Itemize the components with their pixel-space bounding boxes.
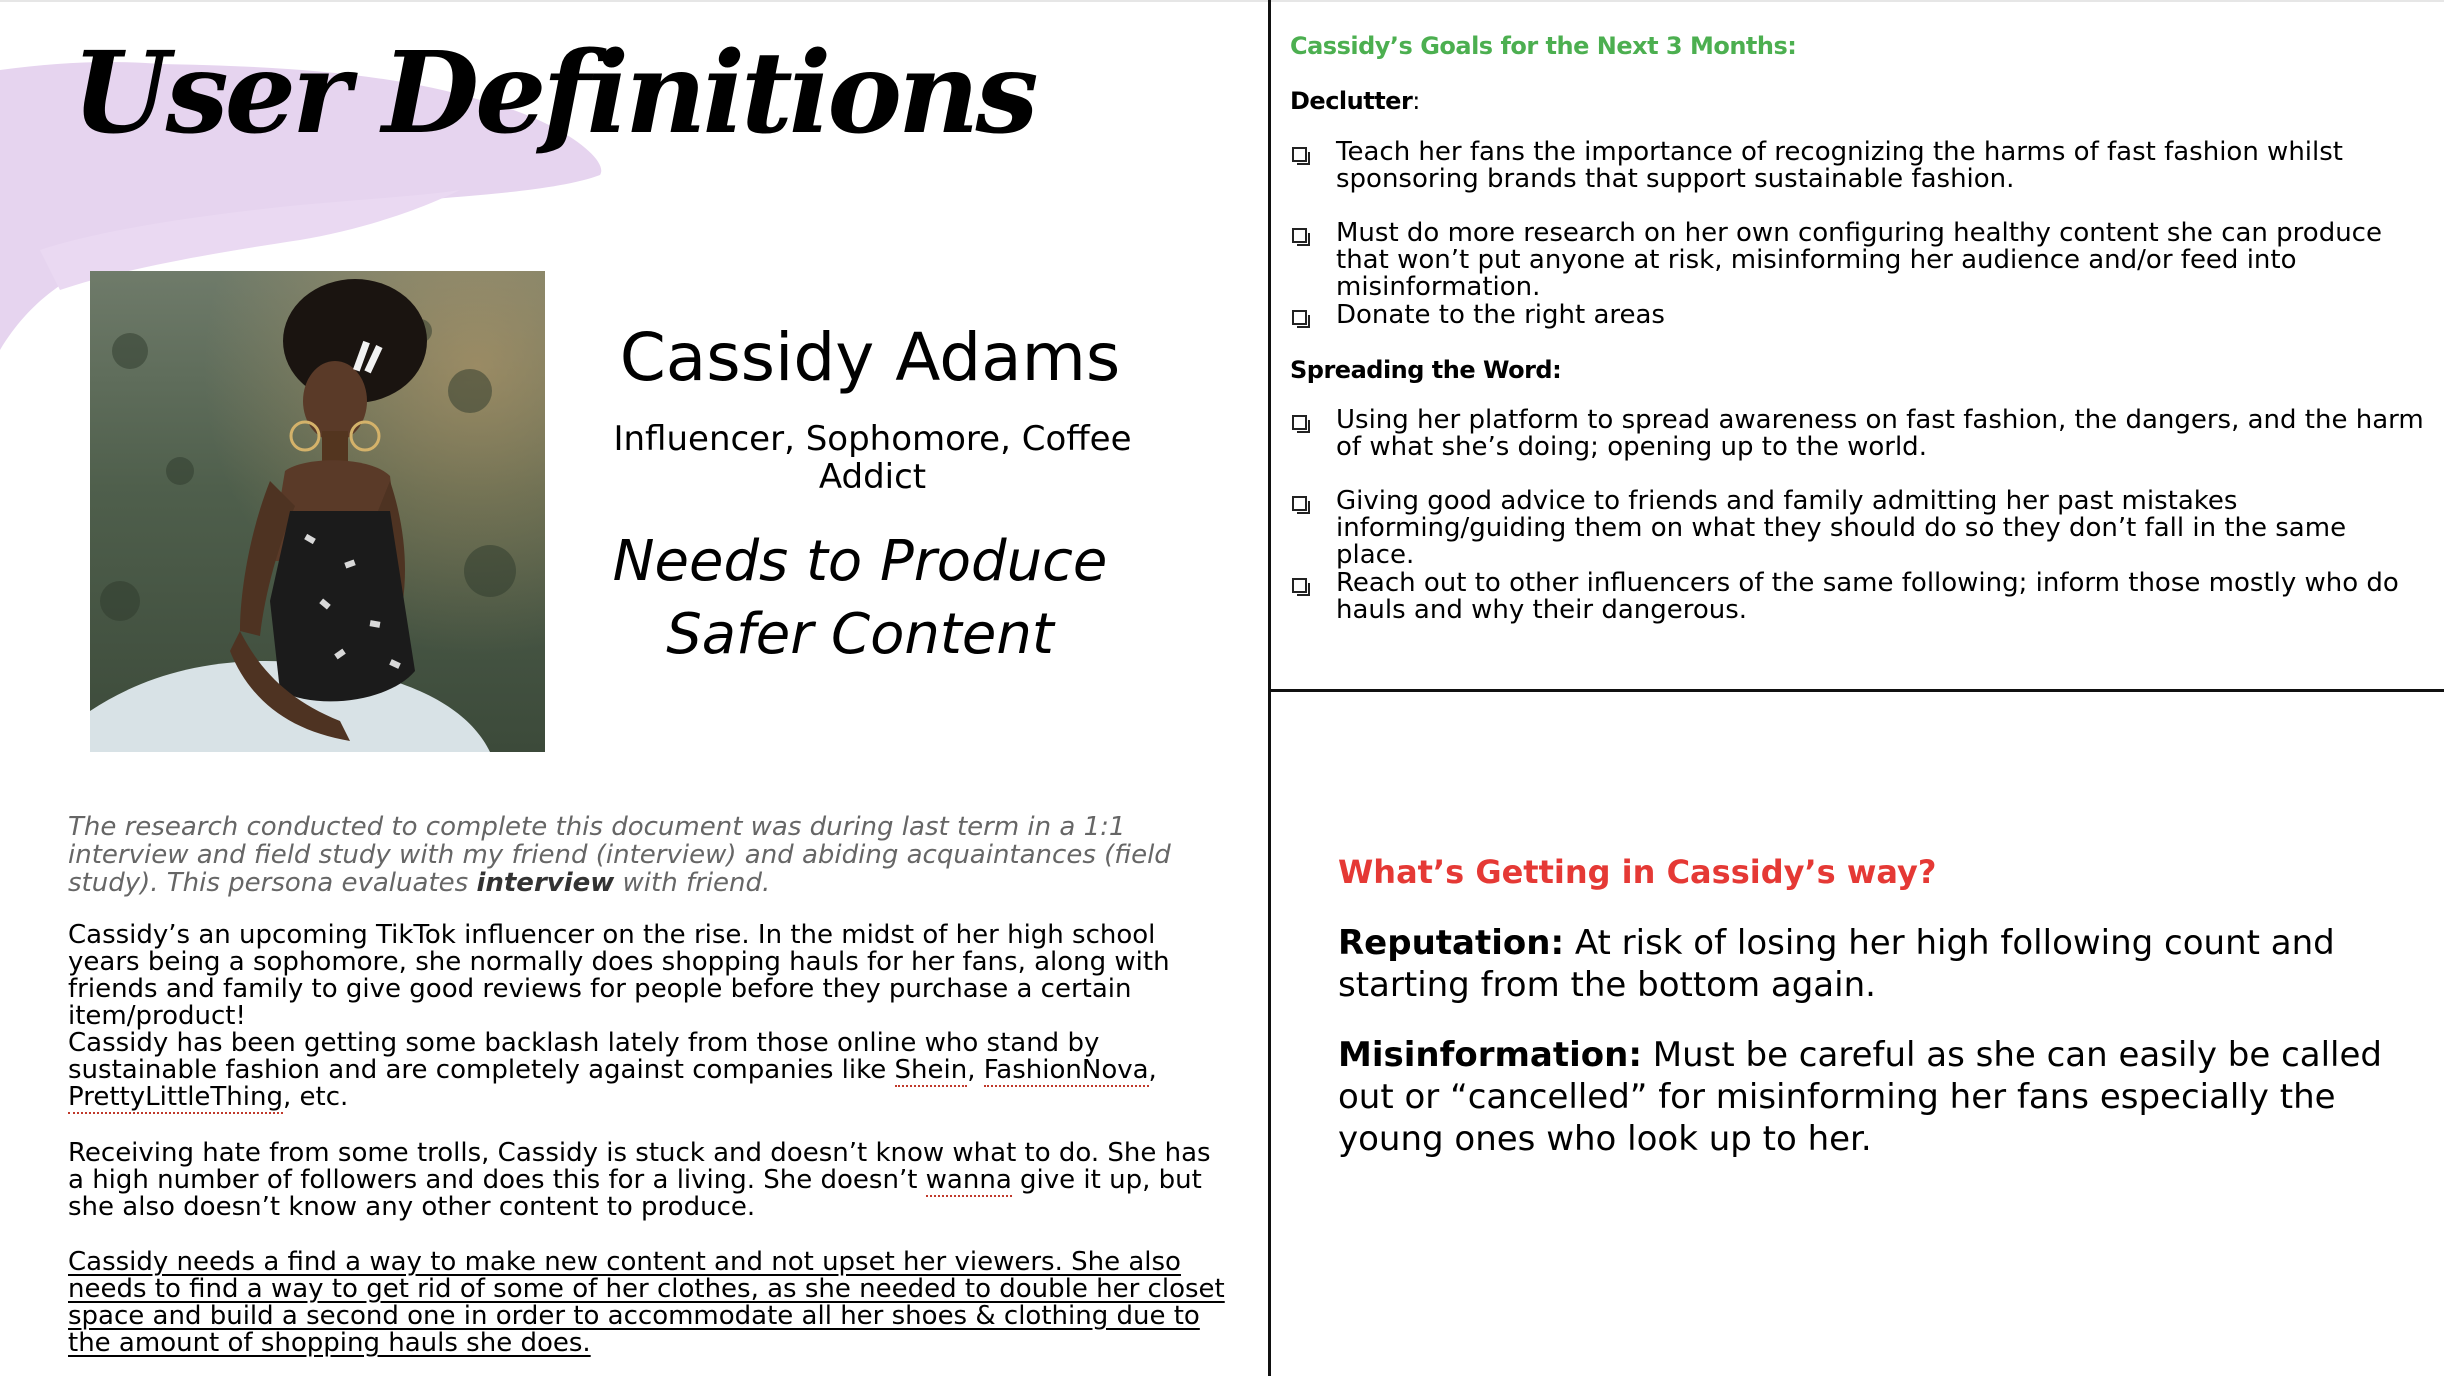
declutter-label: Declutter (1290, 87, 1413, 115)
goal-text: Using her platform to spread awareness on fast fashion, the dangers, and the harm of what she’s doing; opening up to the world. (1336, 405, 2424, 462)
persona-need-line-2: Safer Content (666, 602, 1054, 667)
bio-paragraph-3-end: give it up, but she also doesn’t know any other content to produce. (68, 1165, 1202, 1222)
obstacles-title: What’s Getting in Cassidy’s way? (1338, 853, 1937, 891)
brand-prettylittlething: PrettyLittleThing (68, 1082, 283, 1112)
persona-photo (90, 271, 545, 752)
brand-separator-2: , (1148, 1055, 1157, 1085)
obstacle-text: At risk of losing her high following count and starting from the bottom again. (1338, 923, 2335, 1005)
bio-paragraph-4: Cassidy needs a find a way to make new content and not upset her viewers. She also needs to find a way to get rid of some of her clothes, as she needed to double her closet space and build a second one in order to accommodate all her shoes & clothing due to the amount of shopping hauls she does. (68, 1247, 1225, 1358)
goal-text: Reach out to other influencers of the same following; inform those mostly who do hauls and why their dangerous. (1336, 568, 2399, 625)
goals-title: Cassidy’s Goals for the Next 3 Months: (1290, 32, 1797, 60)
goal-text: Teach her fans the importance of recognizing the harms of fast fashion whilst sponsoring brands that support sustainable fashion. (1336, 137, 2343, 194)
obstacle-text: Must be careful as she can easily be called out or “cancelled” for misinforming her fans especially the young ones who look up to her. (1338, 1035, 2383, 1159)
declutter-heading (1290, 87, 1420, 115)
obstacle-label: Misinformation: (1338, 1035, 1642, 1075)
bio-paragraph-1: Cassidy’s an upcoming TikTok influencer on the rise. In the midst of her high school years being a sophomore, she normally does shopping hauls for her fans, along with friends and family to give good reviews for people before they purchase a certain item/product! (68, 920, 1170, 1031)
brand-fashionnova: FashionNova (983, 1055, 1149, 1085)
declutter-colon: : (1412, 87, 1420, 115)
goal-item (1290, 407, 2430, 461)
checkbox-bullet-icon (1292, 147, 1307, 162)
research-note-text: The research conducted to complete this document was during last term in a 1:1 interview and field study with my friend (interview) and abiding acquaintances (field study). This persona evaluates (68, 812, 1171, 898)
slang-word: wanna (925, 1165, 1012, 1195)
persona-name: Cassidy Adams (619, 319, 1121, 396)
research-note-end: with friend. (614, 868, 771, 898)
persona-roles: Influencer, Sophomore, Coffee Addict (613, 419, 1132, 497)
obstacle-label: Reputation: (1338, 923, 1565, 963)
checkbox-bullet-icon (1292, 578, 1307, 593)
checkbox-bullet-icon (1292, 496, 1307, 511)
goal-item (1290, 302, 2430, 329)
research-note (68, 813, 1218, 897)
goal-item (1290, 220, 2430, 301)
bio-paragraph-2 (68, 1030, 1228, 1111)
research-note-emphasis: interview (476, 868, 615, 898)
horizontal-divider (1268, 689, 2444, 692)
checkbox-bullet-icon (1292, 310, 1307, 325)
obstacle-item (1338, 1034, 2398, 1160)
goal-text: Donate to the right areas (1336, 300, 1665, 330)
checkbox-bullet-icon (1292, 415, 1307, 430)
goal-text: Must do more research on her own configuring healthy content she can produce that won’t put anyone at risk, misinforming her audience and/or feed into misinformation. (1336, 218, 2382, 302)
spreading-heading: Spreading the Word: (1290, 356, 1562, 384)
bio-paragraph-2-end: , etc. (283, 1082, 349, 1112)
persona-need-line-1: Needs to Produce (612, 529, 1108, 594)
goal-item (1290, 570, 2430, 624)
bio-paragraph-2-text: Cassidy has been getting some backlash lately from those online who stand by sustainable fashion and are completely against companies like (68, 1028, 1100, 1085)
obstacle-item (1338, 922, 2398, 1006)
vertical-divider (1268, 0, 1271, 1376)
brand-shein: Shein (894, 1055, 968, 1085)
goal-item (1290, 139, 2430, 193)
bio-paragraph-3 (68, 1140, 1228, 1221)
goal-item (1290, 488, 2430, 569)
checkbox-bullet-icon (1292, 228, 1307, 243)
persona-need (560, 525, 1160, 671)
goal-text: Giving good advice to friends and family admitting her past mistakes informing/guiding them on what they should do so they don’t fall in the same place. (1336, 486, 2347, 570)
page-title: User Definitions (72, 28, 1035, 159)
brand-separator-1: , (967, 1055, 984, 1085)
bio-paragraph-3-text: Receiving hate from some trolls, Cassidy is stuck and doesn’t know what to do. She has a high number of followers and does this for a living. She doesn’t (68, 1138, 1211, 1195)
